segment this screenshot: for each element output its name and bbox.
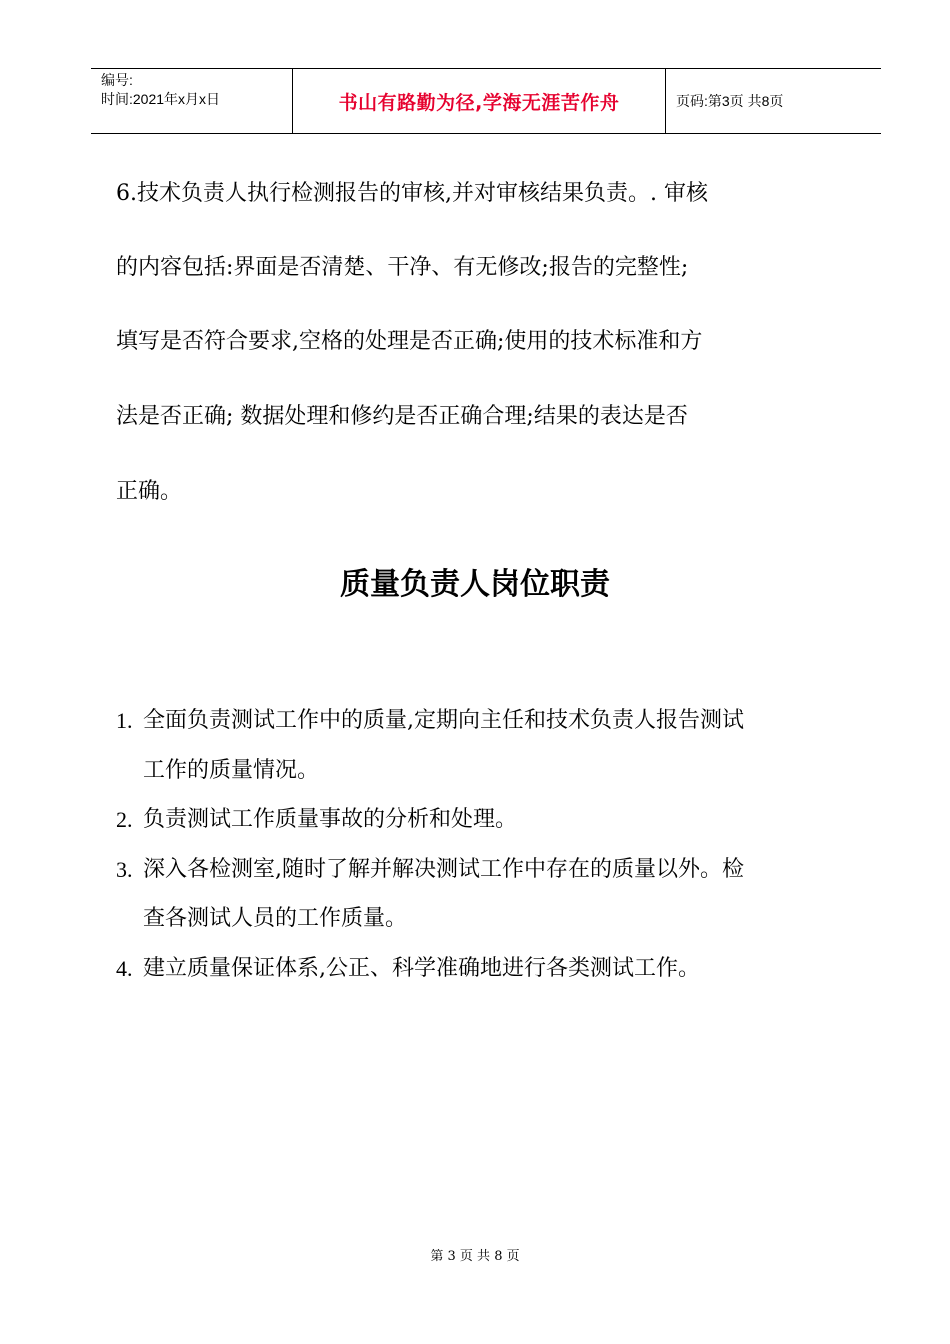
list-item-line: 全面负责测试工作中的质量,定期向主任和技术负责人报告测试 — [143, 708, 744, 733]
section-title: 质量负责人岗位职责 — [340, 567, 610, 602]
paragraph-line-5: 正确。 — [116, 479, 183, 504]
list-item-line: 建立质量保证体系,公正、科学准确地进行各类测试工作。 — [143, 955, 700, 981]
list-item-line: 工作的质量情况。 — [143, 757, 320, 783]
list-item-number: 3. — [116, 856, 133, 882]
list-item — [116, 845, 876, 944]
header-page-info: 页码:第3页 共8页 — [676, 93, 784, 109]
header-meta — [91, 69, 293, 133]
list-item-text — [143, 795, 876, 845]
header-motto: 书山有路勤为径,学海无涯苦作舟 — [293, 69, 666, 133]
document-number-label: 编号: — [101, 72, 133, 88]
list-item — [116, 795, 876, 845]
duty-list — [116, 696, 876, 993]
page-header — [91, 68, 881, 134]
paragraph-line-3: 填写是否符合要求,空格的处理是否正确;使用的技术标准和方 — [116, 329, 703, 354]
list-item-line: 负责测试工作质量事故的分析和处理。 — [143, 807, 518, 832]
paragraph-line-2: 的内容包括:界面是否清楚、干净、有无修改;报告的完整性; — [116, 255, 689, 280]
list-item-line: 深入各检测室,随时了解并解决测试工作中存在的质量以外。检 — [143, 856, 744, 882]
document-time-label: 时间:2021年x月x日 — [101, 91, 221, 107]
list-item-number: 4. — [116, 955, 133, 981]
list-item — [116, 944, 876, 994]
list-item-number: 2. — [116, 807, 133, 832]
list-item-number: 1. — [116, 708, 133, 733]
list-item-text — [143, 696, 876, 795]
paragraph-line-4: 法是否正确; 数据处理和修约是否正确合理;结果的表达是否 — [116, 404, 688, 429]
list-item — [116, 696, 876, 795]
list-item-line: 查各测试人员的工作质量。 — [143, 906, 408, 931]
page-footer: 第 3 页 共 8 页 — [430, 1249, 520, 1264]
list-item-text — [143, 845, 876, 944]
list-item-text — [143, 944, 876, 994]
paragraph-line-1: 6.技术负责人执行检测报告的审核,并对审核结果负责。. 审核 — [116, 181, 708, 206]
